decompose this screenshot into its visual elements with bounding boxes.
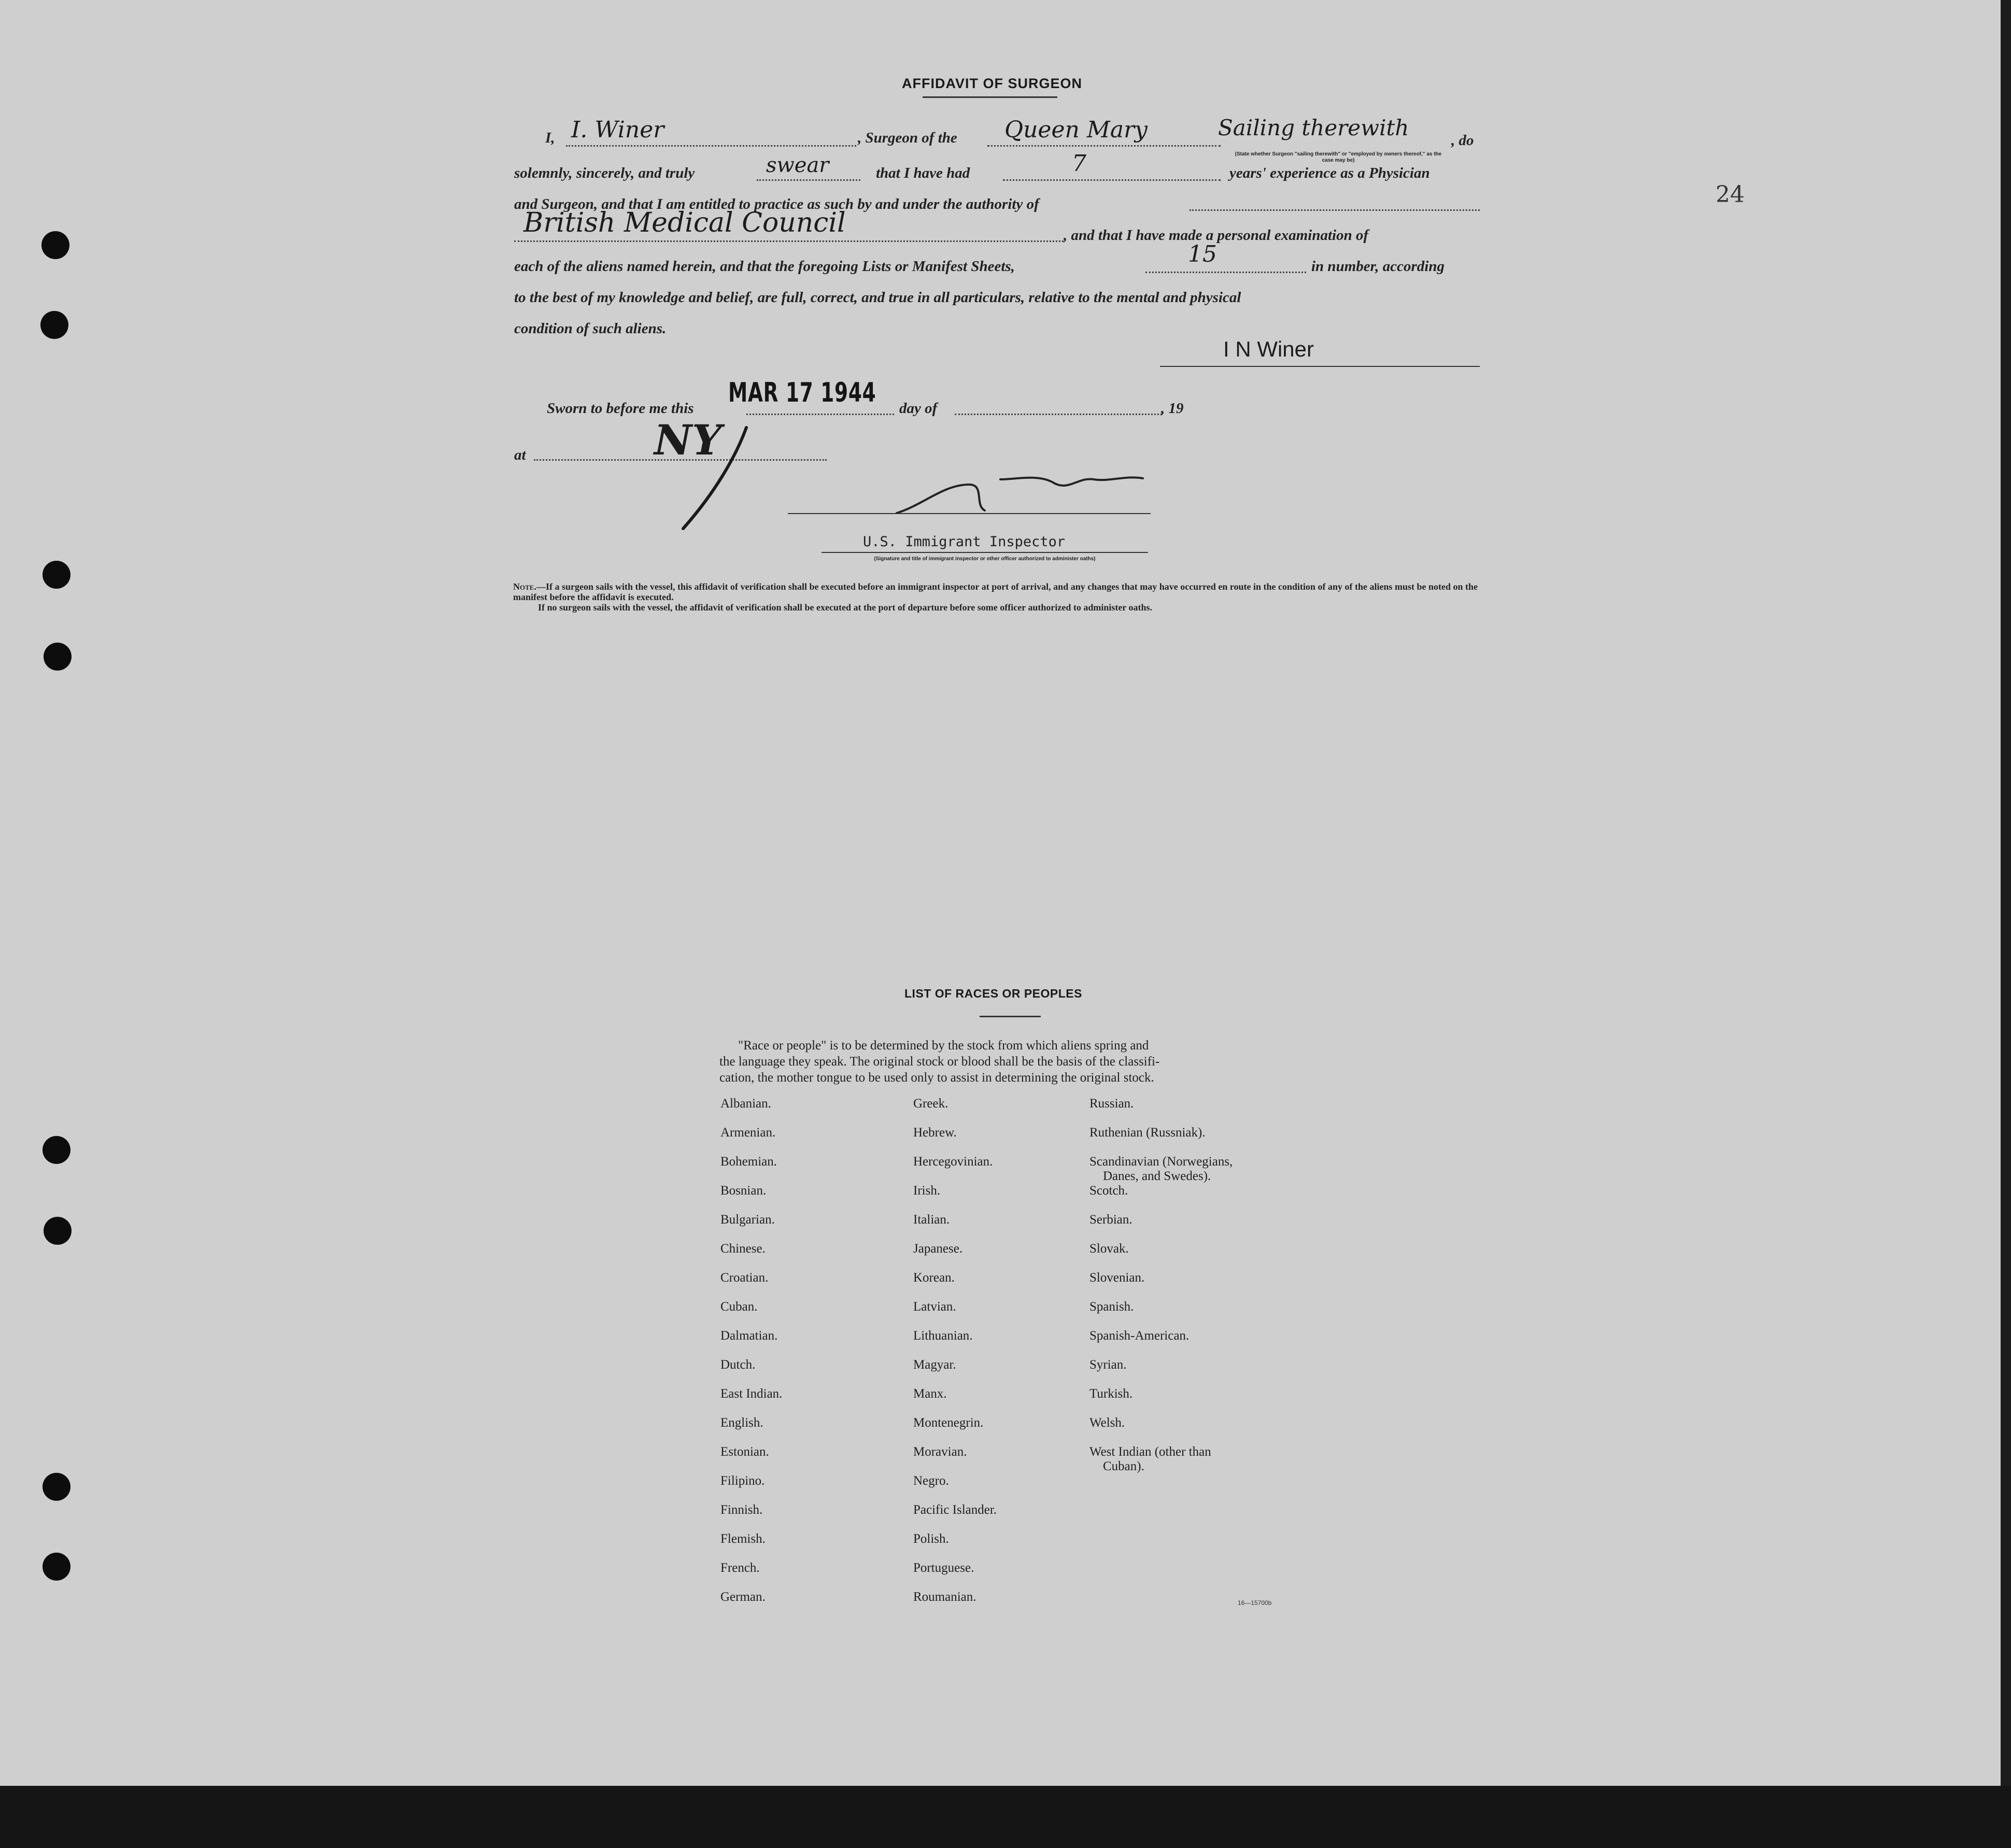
line1-mid: , Surgeon of the [858, 130, 957, 146]
race-item: East Indian. [720, 1387, 783, 1401]
race-item: English. [720, 1416, 763, 1430]
affidavit-note [513, 581, 1482, 613]
race-item: Manx. [913, 1387, 947, 1401]
binder-hole-3 [43, 561, 70, 589]
line1-prefix: I, [545, 130, 555, 146]
licensing-authority[interactable]: British Medical Council [523, 207, 846, 238]
races-intro [719, 1037, 1274, 1086]
place-flourish [674, 425, 757, 534]
binder-hole-5 [43, 1136, 70, 1164]
race-item: Russian. [1089, 1097, 1134, 1111]
race-item: Scotch. [1089, 1184, 1128, 1198]
note-lead: Note. [513, 581, 536, 592]
races-column-2 [913, 1097, 997, 1619]
race-item: Finnish. [720, 1503, 763, 1517]
surgeon-name-line [566, 145, 856, 147]
day-of-label: day of [899, 400, 938, 417]
race-item: Albanian. [720, 1097, 771, 1111]
inspector-signature-line [788, 513, 1151, 514]
scan-edge-right [2001, 0, 2011, 1786]
line5-suffix: in number, according [1311, 258, 1445, 275]
race-item: Chinese. [720, 1242, 766, 1256]
scandinavian-line-1: Scandinavian (Norwegians, [1089, 1155, 1233, 1169]
race-item: Estonian. [720, 1445, 769, 1459]
race-item: Bohemian. [720, 1155, 777, 1169]
race-item: Croatian. [720, 1271, 769, 1285]
line2-mid: that I have had [876, 165, 970, 181]
race-item: Filipino. [720, 1474, 765, 1488]
sheet-count[interactable]: 15 [1188, 241, 1217, 267]
title-underline [923, 96, 1057, 98]
west-indian-line-1: West Indian (other than [1089, 1445, 1211, 1459]
line7-text: condition of such aliens. [514, 320, 667, 337]
page-number: 24 [1716, 181, 1745, 208]
years-line [1003, 179, 1221, 181]
line5-prefix: each of the aliens named herein, and that the foregoing Lists or Manifest Sheets, [514, 258, 1015, 275]
oath-word[interactable]: swear [766, 153, 829, 177]
race-item: Moravian. [913, 1445, 967, 1459]
binder-hole-7 [43, 1473, 70, 1501]
binder-hole-1 [41, 231, 69, 259]
form-code: 16—15700b [1238, 1599, 1272, 1607]
vessel-name[interactable]: Queen Mary [1004, 117, 1148, 143]
race-item: Turkish. [1089, 1387, 1133, 1401]
surgeon-signature[interactable]: I N Winer [1223, 337, 1314, 361]
race-item: Dutch. [720, 1358, 756, 1372]
inspector-hint: (Signature and title of immigrant inspector or other officer authorized to administer oaths) [874, 556, 1096, 562]
line6-text: to the best of my knowledge and belief, are full, correct, and true in all particulars, relative to the mental and physical [514, 289, 1241, 306]
race-item-multiline [1089, 1155, 1233, 1184]
race-item: Japanese. [913, 1242, 963, 1256]
scan-edge-bottom [0, 1786, 2011, 1848]
west-indian-line-2: Cuban). [1103, 1459, 1144, 1473]
race-item: Lithuanian. [913, 1329, 973, 1343]
race-item: Bulgarian. [720, 1213, 775, 1227]
note-text-2: If no surgeon sails with the vessel, the affidavit of verification shall be executed at the port of departure before some officer authorized to administer oaths. [538, 602, 1153, 613]
race-item: Cuban. [720, 1300, 758, 1314]
affidavit-title: AFFIDAVIT OF SURGEON [902, 76, 1082, 91]
race-item: Ruthenian (Russniak). [1089, 1126, 1206, 1140]
races-title-underline [980, 1016, 1041, 1017]
race-item: Armenian. [720, 1126, 776, 1140]
at-label: at [514, 447, 526, 463]
race-item-multiline [1089, 1445, 1233, 1474]
scandinavian-line-2: Danes, and Swedes). [1103, 1169, 1211, 1183]
race-item: Italian. [913, 1213, 950, 1227]
binder-hole-4 [44, 643, 72, 671]
race-item: Slovenian. [1089, 1271, 1145, 1285]
binder-hole-8 [43, 1553, 70, 1581]
races-column-1 [720, 1097, 782, 1619]
inspector-title: U.S. Immigrant Inspector [863, 534, 1066, 550]
sworn-prefix: Sworn to before me this [547, 400, 694, 417]
race-item: Serbian. [1089, 1213, 1132, 1227]
race-item: Portuguese. [913, 1561, 974, 1575]
race-item: Hercegovinian. [913, 1155, 993, 1169]
inspector-signature [1006, 470, 1093, 492]
status-hint: (State whether Surgeon "sailing therewith" or "employed by owners thereof," as the case may be) [1235, 151, 1442, 163]
race-item: Welsh. [1089, 1416, 1125, 1430]
race-item: Polish. [913, 1532, 949, 1546]
surgeon-signature-line [1160, 366, 1480, 367]
authority-line-top [1189, 209, 1480, 211]
authority-line [514, 240, 1064, 242]
years-experience[interactable]: 7 [1072, 150, 1086, 177]
race-item: Irish. [913, 1184, 941, 1198]
races-column-3 [1089, 1097, 1233, 1474]
race-item: Latvian. [913, 1300, 956, 1314]
date-stamp: MAR 17 1944 [728, 377, 876, 408]
race-item: Spanish. [1089, 1300, 1134, 1314]
line4-suffix: , and that I have made a personal examination of [1064, 227, 1369, 244]
note-text-1: —If a surgeon sails with the vessel, this affidavit of verification shall be executed before an immigrant inspector at port of arrival, and any changes that may have occurred en route in the condition of any of the aliens must be noted on the manifest before the affidavit is executed. [513, 581, 1478, 602]
surgeon-name[interactable]: I. Winer [571, 117, 664, 143]
binder-hole-2 [40, 311, 68, 339]
races-title: LIST OF RACES OR PEOPLES [904, 987, 1082, 1000]
race-item: Dalmatian. [720, 1329, 778, 1343]
race-item: Greek. [913, 1097, 948, 1111]
race-item: Korean. [913, 1271, 955, 1285]
sworn-place[interactable]: NY [654, 416, 722, 464]
race-item: Slovak. [1089, 1242, 1129, 1256]
race-item: French. [720, 1561, 760, 1575]
surgeon-status[interactable]: Sailing therewith [1218, 115, 1409, 140]
race-item: Roumanian. [913, 1590, 976, 1604]
vessel-name-line [987, 145, 1221, 147]
race-item: Montenegrin. [913, 1416, 984, 1430]
sworn-month-line [955, 414, 1162, 415]
intro-line-1: "Race or people" is to be determined by the stock from which aliens spring and [738, 1039, 1149, 1053]
sworn-day-line [746, 414, 894, 415]
intro-line-3: cation, the mother tongue to be used only to assist in determining the original stock. [719, 1071, 1154, 1085]
line2-prefix: solemnly, sincerely, and truly [514, 165, 695, 181]
race-item: Syrian. [1089, 1358, 1127, 1372]
sheet-count-line [1145, 272, 1306, 273]
race-item: Negro. [913, 1474, 949, 1488]
race-item: Pacific Islander. [913, 1503, 997, 1517]
race-item: German. [720, 1590, 766, 1604]
race-item: Magyar. [913, 1358, 956, 1372]
intro-line-2: the language they speak. The original stock or blood shall be the basis of the classifi- [719, 1055, 1160, 1069]
line2-suffix: years' experience as a Physician [1229, 165, 1430, 181]
race-item: Flemish. [720, 1532, 766, 1546]
binder-hole-6 [44, 1217, 72, 1245]
line3-text: and Surgeon, and that I am entitled to practice as such by and under the authority of [514, 196, 1039, 212]
inspector-title-line [822, 552, 1148, 553]
race-item: Bosnian. [720, 1184, 767, 1198]
line1-suffix: , do [1451, 132, 1474, 149]
year-prefix: , 19 [1161, 400, 1184, 417]
oath-line [757, 179, 860, 181]
race-item: Spanish-American. [1089, 1329, 1189, 1343]
race-item: Hebrew. [913, 1126, 957, 1140]
